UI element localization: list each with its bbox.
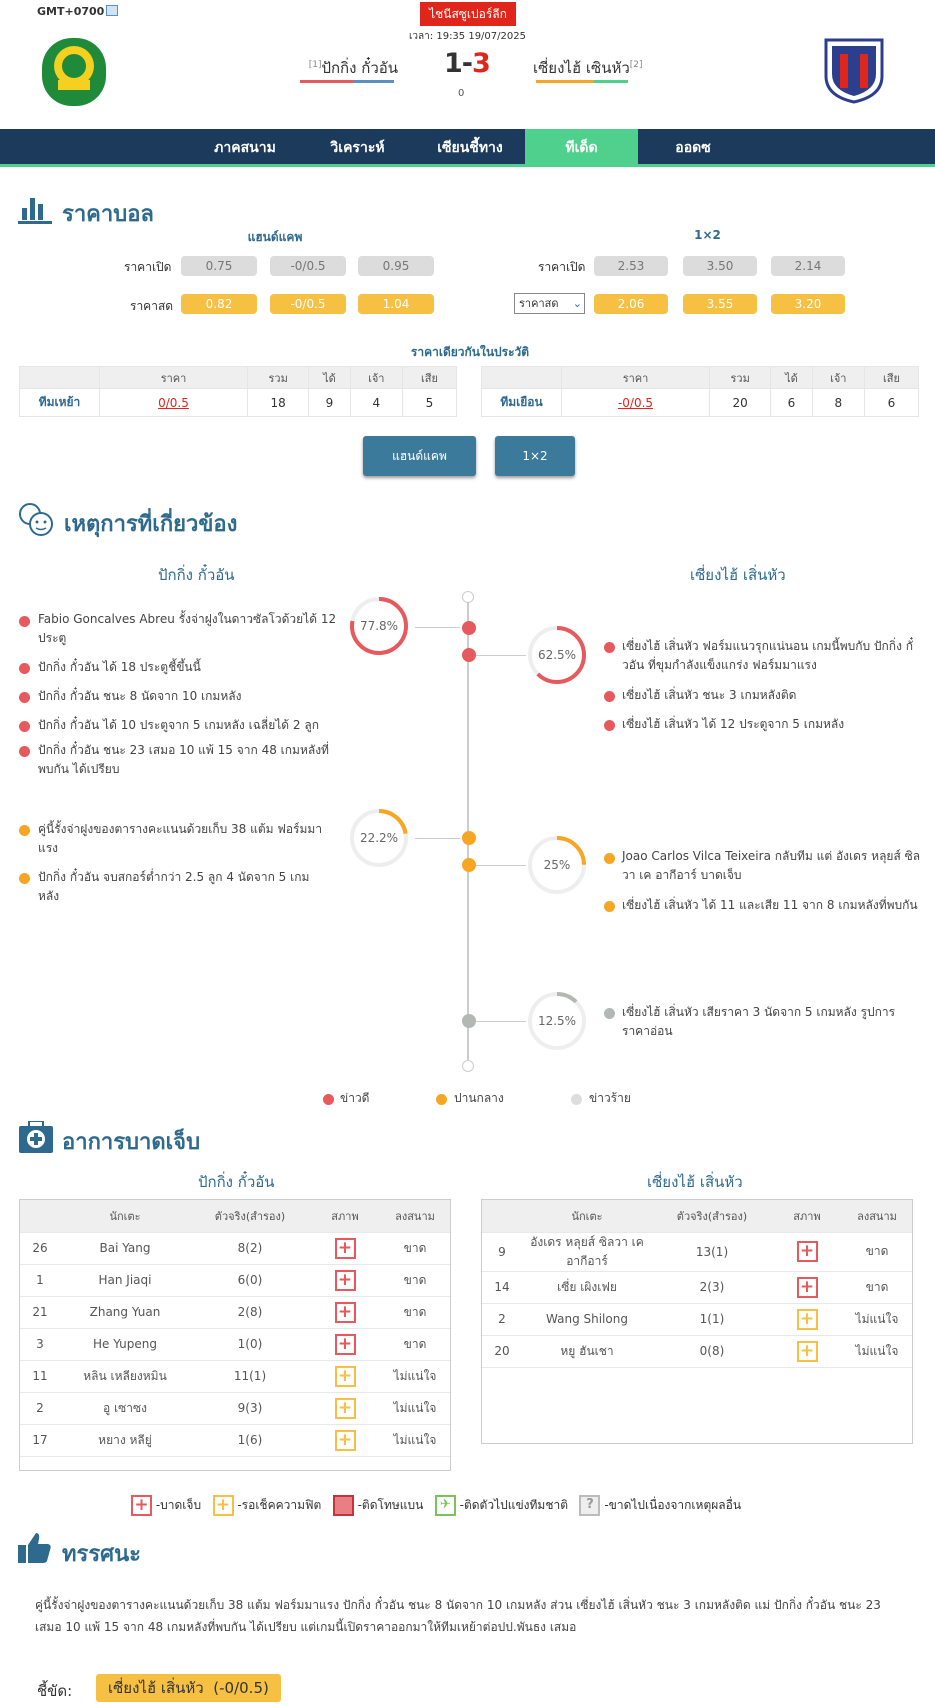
handicap-title: แฮนด์แคพ — [247, 230, 303, 244]
event-bullet — [604, 1008, 615, 1019]
match-time: เวลา: 19:35 19/07/2025 — [409, 31, 526, 42]
opinion-title: ทรรศนะ — [62, 1542, 141, 1567]
availability: ขาด — [380, 1328, 450, 1360]
injury-legend: + -บาดเจ็บ + -รอเช็คความฟิต -ติดโทษแบน ✈ -ติดตัวไปแข่งทีมชาติ ? -ขาดไปเนื่องจากเหตุผลอื่น — [131, 1494, 741, 1516]
event-item: คู่นี้รั้งจ่าฝูงของตารางคะแนนด้วยเก็บ 38 แต้ม ฟอร์มมาแรง — [38, 822, 323, 855]
history-line-link[interactable]: 0/0.5 — [158, 395, 189, 410]
x12-live-draw[interactable]: 3.55 — [683, 294, 757, 314]
injured-icon[interactable]: + — [335, 1238, 356, 1259]
legend-bad: ข่าวร้าย — [589, 1091, 631, 1105]
appearances: 2(8) — [190, 1296, 310, 1328]
player-name: อู เซาซง — [60, 1392, 190, 1424]
injured-icon[interactable]: + — [797, 1241, 818, 1262]
away-team-logo[interactable] — [820, 36, 888, 104]
timeline-dot-bad — [462, 1014, 476, 1028]
legend-mid: ปานกลาง — [454, 1091, 504, 1105]
player-name: เซี่ย เผิงเฟย — [522, 1271, 652, 1303]
player-number: 26 — [20, 1232, 60, 1264]
fitness-test-icon: + — [213, 1495, 234, 1516]
x12-open-home[interactable]: 2.53 — [594, 256, 668, 276]
x12-open-away[interactable]: 2.14 — [771, 256, 845, 276]
event-bullet — [19, 746, 30, 757]
legend-good: ข่าวดี — [340, 1091, 370, 1105]
injury-row — [482, 1232, 912, 1271]
hcap-open-label: ราคาเปิด — [124, 260, 172, 274]
away-bad-ring — [527, 991, 587, 1051]
availability: ขาด — [380, 1264, 450, 1296]
events-away-team: เซี่ยงไฮ้ เสิ่นหัว — [690, 566, 786, 584]
player-number: 11 — [20, 1360, 60, 1392]
availability: ขาด — [842, 1271, 912, 1303]
injury-row — [20, 1232, 450, 1264]
events-title: เหตุการที่เกี่ยวข้อง — [64, 512, 238, 537]
player-number: 1 — [20, 1264, 60, 1296]
player-name: Wang Shilong — [522, 1303, 652, 1335]
injury-row — [482, 1271, 912, 1303]
player-name: อังเดร หลุยส์ ซิลวา เค อากีอาร์ — [522, 1232, 652, 1271]
tab-analysis[interactable]: วิเคราะห์ — [330, 140, 385, 156]
injured-icon[interactable]: + — [335, 1334, 356, 1355]
player-number: 21 — [20, 1296, 60, 1328]
home-mid-ring — [349, 808, 409, 868]
timezone[interactable]: GMT+0700 — [37, 5, 118, 18]
injured-icon[interactable]: + — [335, 1302, 356, 1323]
event-bullet — [604, 853, 615, 864]
injury-row — [20, 1424, 450, 1456]
availability: ไม่แน่ใจ — [842, 1303, 912, 1335]
event-bullet — [19, 616, 30, 627]
player-number: 2 — [482, 1303, 522, 1335]
event-item: ปักกิ่ง กั๋วอัน ได้ 10 ประตูจาก 5 เกมหลัง เฉลี่ยได้ 2 ลูก — [38, 718, 319, 732]
player-name: Han Jiaqi — [60, 1264, 190, 1296]
svg-text:22.2%: 22.2% — [359, 831, 399, 845]
pick-badge[interactable]: เซี่ยงไฮ้ เสิ่นหัว (-0/0.5) — [96, 1674, 281, 1702]
pick-label: ชี้ขัด: — [37, 1682, 73, 1700]
hcap-live-away[interactable]: 1.04 — [358, 294, 434, 314]
fitness-test-icon[interactable]: + — [797, 1341, 818, 1362]
faces-icon — [18, 501, 54, 537]
availability: ขาด — [842, 1232, 912, 1271]
home-team-name[interactable]: [1]ปักกิ่ง กั๋วอัน — [308, 59, 398, 77]
player-number: 14 — [482, 1271, 522, 1303]
appearances: 0(8) — [652, 1335, 772, 1367]
odds-type-select[interactable]: ราคาสด ⌄ — [514, 293, 585, 314]
injury-row — [20, 1264, 450, 1296]
injury-home-team: ปักกิ่ง กั๋วอัน — [198, 1173, 275, 1191]
injury-table-home: นักเตะ ตัวจริง(สำรอง) สภาพ ลงสนาม 26 Bai Yang 8(2) + ขาด 1 Han Jiaqi 6(0) + ขาด 21 Zhang Yuan 2(8) + ขาด 3 He Yupeng 1(0) + ขาด 11 หลิน เหลียงหมิน 11(1) + ไม่แน่ใจ 2 อู เซาซง 9(3) + ไม่แน่ใจ 17 หยาง หลียู่ 1(6) + ไม่แน่ใจ — [19, 1199, 451, 1471]
event-bullet — [604, 720, 615, 731]
handicap-button[interactable]: แฮนด์แคพ — [363, 436, 476, 476]
home-form-bar-2 — [354, 80, 394, 83]
thumbs-up-icon — [18, 1531, 52, 1565]
x12-open-draw[interactable]: 3.50 — [683, 256, 757, 276]
hcap-open-away[interactable]: 0.95 — [358, 256, 434, 276]
event-bullet — [604, 691, 615, 702]
timezone-icon — [106, 5, 118, 16]
event-item: เซี่ยงไฮ้ เสิ่นหัว ชนะ 3 เกมหลังติด — [622, 688, 797, 702]
injured-icon: + — [131, 1495, 152, 1516]
availability: ขาด — [380, 1296, 450, 1328]
event-item: Joao Carlos Vilca Teixeira กลับทีม แต่ อังเดร หลุยส์ ซิลวา เค อากีอาร์ บาดเจ็บ — [622, 849, 921, 882]
event-bullet — [604, 642, 615, 653]
appearances: 1(1) — [652, 1303, 772, 1335]
event-item: ปักกิ่ง กั๋วอัน ได้ 18 ประตูชี้ขึ้นนี้ — [38, 660, 201, 674]
availability: ไม่แน่ใจ — [842, 1335, 912, 1367]
legend-bad-dot — [571, 1094, 582, 1105]
half-score: 0 — [458, 88, 465, 99]
table-row: ทีมเยือน -0/0.5 20 6 8 6 — [482, 389, 919, 417]
player-name: หลิน เหลียงหมิน — [60, 1360, 190, 1392]
availability: ไม่แน่ใจ — [380, 1424, 450, 1456]
x12-live-away[interactable]: 3.20 — [771, 294, 845, 314]
injured-icon[interactable]: + — [335, 1270, 356, 1291]
hcap-open-home[interactable]: 0.75 — [181, 256, 257, 276]
event-bullet — [19, 825, 30, 836]
away-good-ring — [527, 625, 587, 685]
injury-away-team: เซี่ยงไฮ้ เสิ่นหัว — [647, 1173, 743, 1191]
timeline-dot-good — [462, 648, 476, 662]
injury-table-away: นักเตะ ตัวจริง(สำรอง) สภาพ ลงสนาม 9 อังเดร หลุยส์ ซิลวา เค อากีอาร์ 13(1) + ขาด 14 เซี่ย เผิงเฟย 2(3) + ขาด 2 Wang Shilong 1(1) + ไม่แน่ใจ 20 หยู ฮันเชา 0(8) + ไม่แน่ใจ — [481, 1199, 913, 1444]
away-mid-ring — [527, 835, 587, 895]
fitness-test-icon[interactable]: + — [335, 1430, 356, 1451]
player-number: 2 — [20, 1392, 60, 1424]
chevron-down-icon: ⌄ — [572, 297, 582, 310]
timeline-start — [462, 591, 474, 603]
national-team-icon: ✈ — [435, 1495, 456, 1516]
odds-title: ราคาบอล — [62, 202, 154, 227]
injury-row — [20, 1392, 450, 1424]
x12-title: 1×2 — [694, 228, 721, 242]
home-team-logo[interactable] — [40, 36, 108, 108]
event-item: ปักกิ่ง กั๋วอัน จบสกอร์ต่ำกว่า 2.5 ลูก 4 นัดจาก 5 เกมหลัง — [38, 870, 310, 903]
legend-good-dot — [323, 1094, 334, 1105]
connector — [415, 627, 460, 628]
x12-button[interactable]: 1×2 — [495, 436, 575, 476]
appearances: 11(1) — [190, 1360, 310, 1392]
x12-live-home[interactable]: 2.06 — [594, 294, 668, 314]
svg-text:12.5%: 12.5% — [537, 1014, 577, 1028]
appearances: 1(0) — [190, 1328, 310, 1360]
injury-title: อาการบาดเจ็บ — [62, 1130, 201, 1155]
away-form-bar-2 — [594, 80, 628, 83]
appearances: 6(0) — [190, 1264, 310, 1296]
injury-row — [20, 1360, 450, 1392]
event-bullet — [19, 721, 30, 732]
hcap-live-line[interactable]: -0/0.5 — [270, 294, 346, 314]
injury-row — [20, 1296, 450, 1328]
timeline-end — [462, 1060, 474, 1072]
event-bullet — [604, 901, 615, 912]
main-nav — [0, 129, 935, 167]
events-home-team: ปักกิ่ง กั๋วอัน — [158, 566, 235, 584]
tab-odds[interactable]: ออดซ — [675, 140, 711, 156]
history-title: ราคาเดียวกันในประวัติ — [410, 345, 530, 359]
legend-mid-dot — [436, 1094, 447, 1105]
table-row: ทีมเหย้า 0/0.5 18 9 4 5 — [20, 389, 457, 417]
fitness-test-icon[interactable]: + — [335, 1366, 356, 1387]
opinion-text: คู่นี้รั้งจ่าฝูงของตารางคะแนนด้วยเก็บ 38 แต้ม ฟอร์มมาแรง ปักกิ่ง กั๋วอัน ชนะ 8 นัดจาก 10 เกมหลัง ส่วน เซี่ยงไฮ้ เสิ่นหัว ชนะ 3 เกมหลังติด แม่ ปักกิ่ง กั๋วอัน ชนะ 23 เสมอ 10 แพ้ 15 จาก 48 เกมหลังที่พบกัน ได้เปรียบ แต่เกมนี้เปิดราคาออกมาให้ทีมเหย้าต่อปป.พันธง เสมอ — [35, 1598, 881, 1634]
event-item: ปักกิ่ง กั๋วอัน ชนะ 23 เสมอ 10 แพ้ 15 จาก 48 เกมหลังที่พบกัน ได้เปรียบ — [38, 743, 329, 776]
player-number: 9 — [482, 1232, 522, 1271]
tab-tipster[interactable]: เซียนชี้ทาง — [437, 140, 503, 156]
connector — [476, 865, 526, 866]
appearances: 1(6) — [190, 1424, 310, 1456]
score: 1-3 — [444, 48, 490, 79]
history-line-link[interactable]: -0/0.5 — [617, 395, 654, 410]
appearances: 2(3) — [652, 1271, 772, 1303]
connector — [476, 1021, 526, 1022]
event-bullet — [19, 873, 30, 884]
tab-field[interactable]: ภาคสนาม — [214, 140, 276, 156]
event-item: ปักกิ่ง กั๋วอัน ชนะ 8 นัดจาก 10 เกมหลัง — [38, 689, 242, 703]
timeline-dot-mid — [462, 831, 476, 845]
fitness-test-icon[interactable]: + — [335, 1398, 356, 1419]
injury-row — [482, 1303, 912, 1335]
event-item: เซี่ยงไฮ้ เสิ่นหัว ได้ 12 ประตูจาก 5 เกมหลัง — [622, 717, 845, 731]
svg-text:25%: 25% — [543, 858, 571, 872]
away-team-name[interactable]: เซี่ยงไฮ้ เซินหัว[2] — [533, 59, 643, 77]
timeline-dot-mid — [462, 858, 476, 872]
player-number: 20 — [482, 1335, 522, 1367]
event-item: Fabio Goncalves Abreu รั้งจ่าฝูงในดาวซัลโวด้วยได้ 12 ประตู — [38, 612, 337, 645]
hcap-live-label: ราคาสด — [130, 299, 174, 313]
hcap-open-line[interactable]: -0/0.5 — [270, 256, 346, 276]
player-name: หยาง หลียู่ — [60, 1424, 190, 1456]
first-aid-icon — [19, 1121, 53, 1153]
fitness-test-icon[interactable]: + — [797, 1309, 818, 1330]
player-number: 17 — [20, 1424, 60, 1456]
event-item: เซี่ยงไฮ้ เสิ่นหัว เสียราคา 3 นัดจาก 5 เกมหลัง รูปการราคาอ่อน — [622, 1005, 896, 1038]
tab-tips[interactable]: ทีเด็ด — [525, 129, 638, 167]
away-form-bar — [536, 80, 594, 83]
appearances: 8(2) — [190, 1232, 310, 1264]
player-number: 3 — [20, 1328, 60, 1360]
player-name: หยู ฮันเชา — [522, 1335, 652, 1367]
player-name: Bai Yang — [60, 1232, 190, 1264]
availability: ขาด — [380, 1232, 450, 1264]
appearances: 9(3) — [190, 1392, 310, 1424]
injured-icon[interactable]: + — [797, 1277, 818, 1298]
event-bullet — [19, 692, 30, 703]
player-name: Zhang Yuan — [60, 1296, 190, 1328]
x12-open-label: ราคาเปิด — [538, 260, 586, 274]
availability: ไม่แน่ใจ — [380, 1360, 450, 1392]
home-form-bar — [300, 80, 354, 83]
svg-text:62.5%: 62.5% — [537, 648, 577, 662]
event-bullet — [19, 663, 30, 674]
injury-row — [482, 1335, 912, 1367]
history-table-away: ราคา รวม ได้ เจ้า เสีย ทีมเยือน -0/0.5 20 6 8 6 — [481, 366, 919, 417]
hcap-live-home[interactable]: 0.82 — [181, 294, 257, 314]
appearances: 13(1) — [652, 1232, 772, 1271]
league-badge[interactable]: ไชนีสซูเปอร์ลีก — [420, 2, 516, 26]
event-item: เซี่ยงไฮ้ เสิ่นหัว ได้ 11 และเสีย 11 จาก 8 เกมหลังที่พบกัน — [622, 898, 918, 912]
player-name: He Yupeng — [60, 1328, 190, 1360]
availability: ไม่แน่ใจ — [380, 1392, 450, 1424]
injury-row — [20, 1328, 450, 1360]
connector — [415, 838, 460, 839]
connector — [476, 655, 526, 656]
timeline-dot-good — [462, 621, 476, 635]
home-good-ring — [349, 596, 409, 656]
bar-chart-icon — [18, 194, 54, 224]
svg-text:77.8%: 77.8% — [359, 619, 399, 633]
history-table-home: ราคา รวม ได้ เจ้า เสีย ทีมเหย้า 0/0.5 18 9 4 5 — [19, 366, 457, 417]
event-item: เซี่ยงไฮ้ เสิ่นหัว ฟอร์มแนวรุกแน่นอน เกมนี้พบกับ ปักกิ่ง กั๋วอัน ที่ขุมกำลังแข็งแกร่ง ฟอร์มมาแรง — [622, 639, 914, 672]
suspended-icon — [333, 1495, 354, 1516]
other-reason-icon: ? — [579, 1495, 600, 1516]
